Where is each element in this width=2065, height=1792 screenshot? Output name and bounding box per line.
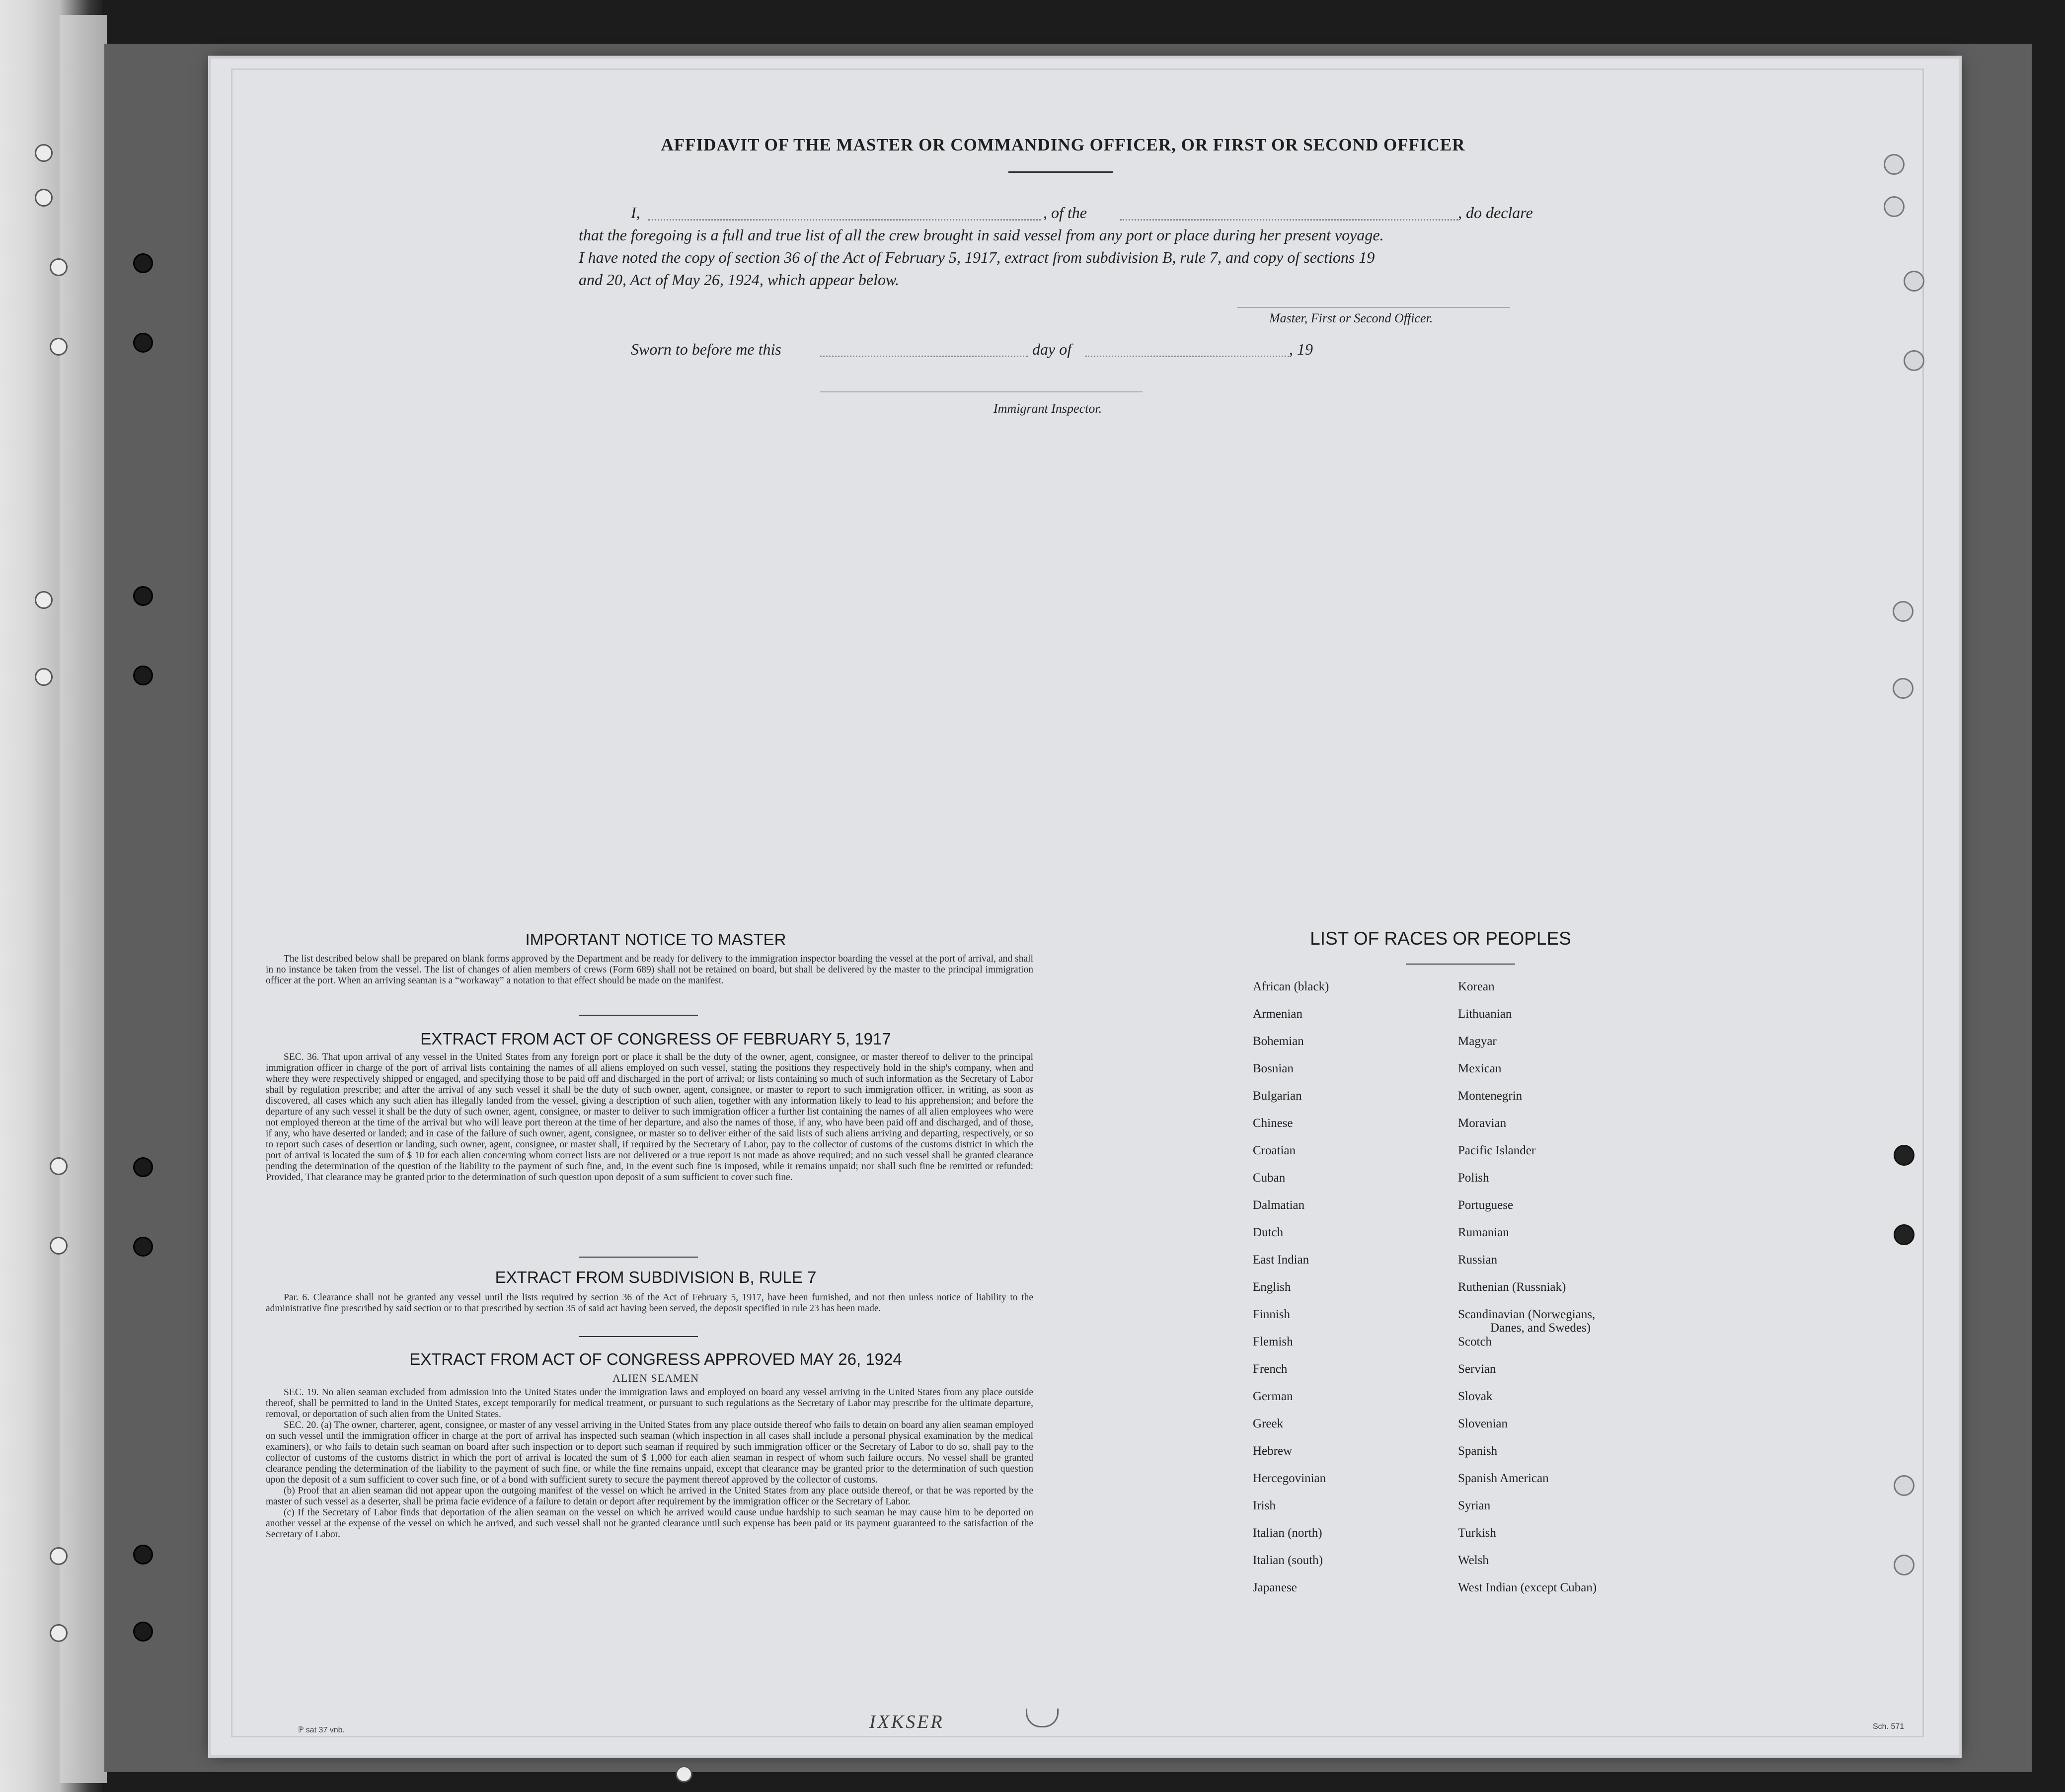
affidavit-body-line-2: I have noted the copy of section 36 of the Act of February 5, 1917, extract from subdivision B, rule 7, and copy of sections 19 [579, 248, 1375, 266]
punch-hole [133, 1157, 153, 1177]
notice-paragraph: The list described below shall be prepared on blank forms approved by the Department and be ready for delivery to the immigration inspector boarding the vessel at the port of arrival, and shall in no instance be taken from the vessel. The list of changes of alien members of crews (Form 689) shall not be retained on board, but shall be delivered by the master to the principal immigration officer at the port. When an arriving seaman is a “workaway” a notation to that effect should be made on the manifest. [266, 954, 1033, 986]
par-6-paragraph: Par. 6. Clearance shall not be granted any vessel until the lists required by section 36 of the Act of February 5, 1917, have been furnished, and not then unless notice of liability to the administrative fine prescribed by said section or to that prescribed by section 35 of said act having been served, the deposit specified in rule 23 has been made. [266, 1292, 1033, 1314]
sec-19-paragraph: SEC. 19. No alien seaman excluded from admission into the United States under the immigration laws and employed on board any vessel arriving in the United States from any place outside thereof, shall be permitted to land in the United States, except temporarily for medical treatment, or pursuant to such regulations as the Secretary of Labor may prescribe for the ultimate departure, removal, or deportation of such alien from the United States. [266, 1387, 1033, 1419]
race-item: Spanish [1458, 1444, 1498, 1458]
punch-hole [50, 1624, 68, 1642]
section-rule [579, 1336, 698, 1337]
affidavit-title: AFFIDAVIT OF THE MASTER OR COMMANDING OFFICER, OR FIRST OR SECOND OFFICER [661, 135, 1465, 154]
race-item: Moravian [1458, 1117, 1507, 1130]
affidavit-i-label: I, [631, 204, 640, 222]
punch-hole [133, 253, 153, 273]
subdivision-b-text [266, 1292, 1033, 1314]
extract-1917-title: EXTRACT FROM ACT OF CONGRESS OF FEBRUARY 5, 1917 [420, 1030, 891, 1048]
race-item: Montenegrin [1458, 1089, 1523, 1103]
punch-hole [1893, 678, 1913, 699]
affidavit-body-line-1: that the foregoing is a full and true list of all the crew brought in said vessel from any port or place during her present voyage. [579, 226, 1384, 244]
alien-seamen-subtitle: ALIEN SEAMEN [612, 1372, 699, 1384]
scanner-paper-edge [60, 15, 107, 1783]
race-item: Ruthenian (Russniak) [1458, 1280, 1566, 1294]
race-item: African (black) [1253, 980, 1329, 993]
punch-hole [1904, 271, 1924, 292]
race-item: Rumanian [1458, 1226, 1509, 1239]
punch-hole [35, 591, 53, 609]
master-signature-label: Master, First or Second Officer. [1269, 311, 1433, 325]
race-item: Korean [1458, 980, 1495, 993]
punch-hole [1893, 601, 1913, 622]
punch-hole [133, 1545, 153, 1565]
punch-hole [1894, 1555, 1914, 1575]
inspector-label: Immigrant Inspector. [994, 401, 1102, 416]
punch-hole [1904, 350, 1924, 371]
notice-text [266, 954, 1033, 986]
vessel-fill-line[interactable] [1120, 219, 1458, 221]
race-item: Hercegovinian [1253, 1472, 1326, 1485]
races-title: LIST OF RACES OR PEOPLES [1310, 928, 1571, 949]
handwritten-annotation: IXKSER [869, 1712, 944, 1732]
affidavit-do-declare: , do declare [1458, 204, 1533, 222]
races-left-column [1253, 980, 1329, 1608]
race-item: Slovenian [1458, 1417, 1508, 1430]
punch-hole [1894, 1145, 1914, 1166]
section-rule [579, 1257, 698, 1258]
sec-20a-paragraph: SEC. 20. (a) The owner, charterer, agent, consignee, or master of any vessel arriving in the United States from any place outside thereof who fails to detain on board any alien seaman employed on such vessel until the immigration officer in charge at the port of arrival has inspected such seaman (which inspection in all cases shall include a personal physical examination by the medical examiners), or who fails to detain such seaman on board after such inspection or to deport such seaman if required by such immigration officer or the Secretary of Labor to do so, shall pay to the collector of customs of the customs district in which the port of arrival is located the sum of $ 1,000 for each alien seaman in respect of whom such failure occurs. No vessel shall be granted clearance pending the determination of the liability to the payment of such fine, or while the fine remains unpaid, except that clearance may be granted prior to the determination of such question upon the deposit of a sum sufficient to cover such fine, or of a bond with sufficient surety to secure the payment thereof approved by the collector of customs. [266, 1420, 1033, 1485]
race-item: Spanish American [1458, 1472, 1549, 1485]
race-item: Magyar [1458, 1035, 1497, 1048]
race-item: Dutch [1253, 1226, 1284, 1239]
punch-hole [50, 258, 68, 276]
race-item: Bulgarian [1253, 1089, 1302, 1103]
race-item: French [1253, 1362, 1288, 1376]
race-item: Bosnian [1253, 1062, 1294, 1075]
punch-hole [133, 333, 153, 353]
title-rule [1008, 171, 1113, 173]
punch-hole [35, 668, 53, 686]
race-item: Greek [1253, 1417, 1284, 1430]
race-item: Dalmatian [1253, 1198, 1305, 1212]
extract-1924-text [266, 1387, 1033, 1540]
sec-36-paragraph: SEC. 36. That upon arrival of any vessel in the United States from any foreign port or place it shall be the duty of the owner, agent, consignee, or master thereof to deliver to the principal immigration officer in charge of the port of arrival lists containing the names of all aliens employed on such vessel, stating the positions they respectively hold in the ship's company, when and where they were respectively shipped or engaged, and specifying those to be paid off and discharged in the port of arrival; or lists containing so much of such information as the Secretary of Labor shall by regulation prescribe; and after the arrival of any such vessel it shall be the duty of such owner, agent, consignee, or master to report to such immigration officer, in writing, as soon as discovered, all cases which any such alien has illegally landed from the vessel, giving a description of such alien, together with any information likely to lead to his apprehension; and before the departure of any such vessel it shall be the duty of such owner, agent, consignee, or master to deliver to such immigration officer a further list containing the names of all alien employees who were not employed thereon at the time of the arrival but who will leave port thereon at the time of her departure, and also the names of those, if any, who have been paid off and discharged, and of those, if any, who have deserted or landed; and in case of the failure of such owner, agent, consignee, or master so to deliver either of the said lists of such aliens arriving and departing, respectively, or so to report such cases of desertion or landing, such owner, agent, consignee, or master shall, if required by the Secretary of Labor, pay to the collector of customs of the customs district in which the port of arrival is located the sum of $ 10 for each alien concerning whom correct lists are not delivered or a true report is not made as above required; and no such vessel shall be granted clearance pending the determination of the question of the liability to the payment of such fine, and, in the event such fine is imposed, while it remains unpaid; nor shall such fine be remitted or refunded: Provided, That clearance may be granted prior to the determination of such question upon deposit of a sum sufficient to cover such fine. [266, 1052, 1033, 1183]
punch-hole [676, 1766, 692, 1783]
punch-hole [133, 666, 153, 685]
race-item: Syrian [1458, 1499, 1491, 1512]
name-fill-line[interactable] [648, 219, 1041, 221]
sworn-day-fill-line[interactable] [820, 355, 1028, 357]
race-item: Finnish [1253, 1308, 1291, 1321]
punch-hole [1884, 154, 1905, 175]
punch-hole [35, 144, 53, 162]
inspector-signature-line[interactable] [820, 391, 1143, 392]
race-item: Chinese [1253, 1117, 1293, 1130]
races-rule [1406, 964, 1515, 965]
extract-1917-text [266, 1052, 1033, 1183]
race-item: Flemish [1253, 1335, 1293, 1348]
races-scandinavian-continued: Danes, and Swedes) [1490, 1321, 1591, 1335]
race-item: Japanese [1253, 1581, 1297, 1594]
race-item: Russian [1458, 1253, 1498, 1267]
race-item: Cuban [1253, 1171, 1286, 1185]
affidavit-of-the: , of the [1043, 204, 1087, 222]
punch-hole [133, 1622, 153, 1642]
extract-1924-title: EXTRACT FROM ACT OF CONGRESS APPROVED MAY 26, 1924 [409, 1350, 902, 1368]
year-label: , 19 [1289, 340, 1313, 358]
sec-20c-paragraph: (c) If the Secretary of Labor finds that deportation of the alien seaman on the vessel on which he arrived would cause undue hardship to such seaman he may cause him to be deported on another vessel at the expense of the vessel on which he arrived, and such vessel shall not be granted clearance until such expense has been paid or its payment guaranteed to the satisfaction of the Secretary of Labor. [266, 1507, 1033, 1540]
punch-hole [50, 1157, 68, 1175]
sworn-label: Sworn to before me this [631, 340, 781, 358]
punch-hole [133, 1237, 153, 1257]
sec-20b-paragraph: (b) Proof that an alien seaman did not appear upon the outgoing manifest of the vessel on which he arrived in the United States from any place outside thereof, or that he was reported by the master of such vessel as a deserter, shall be prima facie evidence of a failure to detain or deport after requirement by the immigration officer or the Secretary of Labor. [266, 1486, 1033, 1507]
affidavit-body-line-3: and 20, Act of May 26, 1924, which appear below. [579, 271, 899, 289]
race-item: Portuguese [1458, 1198, 1514, 1212]
punch-hole [50, 1547, 68, 1565]
subdivision-b-title: EXTRACT FROM SUBDIVISION B, RULE 7 [495, 1268, 817, 1286]
race-item: English [1253, 1280, 1291, 1294]
section-rule [579, 1015, 698, 1016]
punch-hole [50, 338, 68, 356]
race-item: Mexican [1458, 1062, 1502, 1075]
race-item: Italian (north) [1253, 1526, 1322, 1540]
day-of-label: day of [1032, 340, 1072, 358]
race-item: Irish [1253, 1499, 1276, 1512]
race-item: Italian (south) [1253, 1554, 1323, 1567]
punch-hole [1884, 196, 1905, 217]
race-item: Pacific Islander [1458, 1144, 1536, 1157]
race-item: Lithuanian [1458, 1007, 1512, 1021]
schedule-number: Sch. 571 [1873, 1722, 1905, 1731]
race-item: Servian [1458, 1362, 1496, 1376]
race-item: Croatian [1253, 1144, 1296, 1157]
punch-hole [35, 189, 53, 207]
race-item: West Indian (except Cuban) [1458, 1581, 1597, 1594]
race-item: Armenian [1253, 1007, 1302, 1021]
master-signature-line[interactable] [1237, 307, 1510, 308]
race-item: Scandinavian (Norwegians, [1458, 1308, 1596, 1321]
race-item: Welsh [1458, 1554, 1489, 1567]
month-fill-line[interactable] [1085, 355, 1289, 357]
race-item: Bohemian [1253, 1035, 1304, 1048]
races-right-column [1458, 980, 1597, 1608]
punch-hole [1894, 1475, 1914, 1496]
punch-hole [133, 586, 153, 606]
punch-hole [50, 1237, 68, 1255]
notice-title: IMPORTANT NOTICE TO MASTER [525, 930, 786, 949]
form-printer-mark: ℙ sat 37 vnb. [298, 1726, 345, 1734]
race-item: Slovak [1458, 1390, 1493, 1403]
punch-hole [1894, 1224, 1914, 1245]
race-item: Turkish [1458, 1526, 1496, 1540]
race-item: Hebrew [1253, 1444, 1293, 1458]
race-item: Scotch [1458, 1335, 1492, 1348]
race-item: Polish [1458, 1171, 1489, 1185]
race-item: German [1253, 1390, 1293, 1403]
race-item: East Indian [1253, 1253, 1309, 1267]
